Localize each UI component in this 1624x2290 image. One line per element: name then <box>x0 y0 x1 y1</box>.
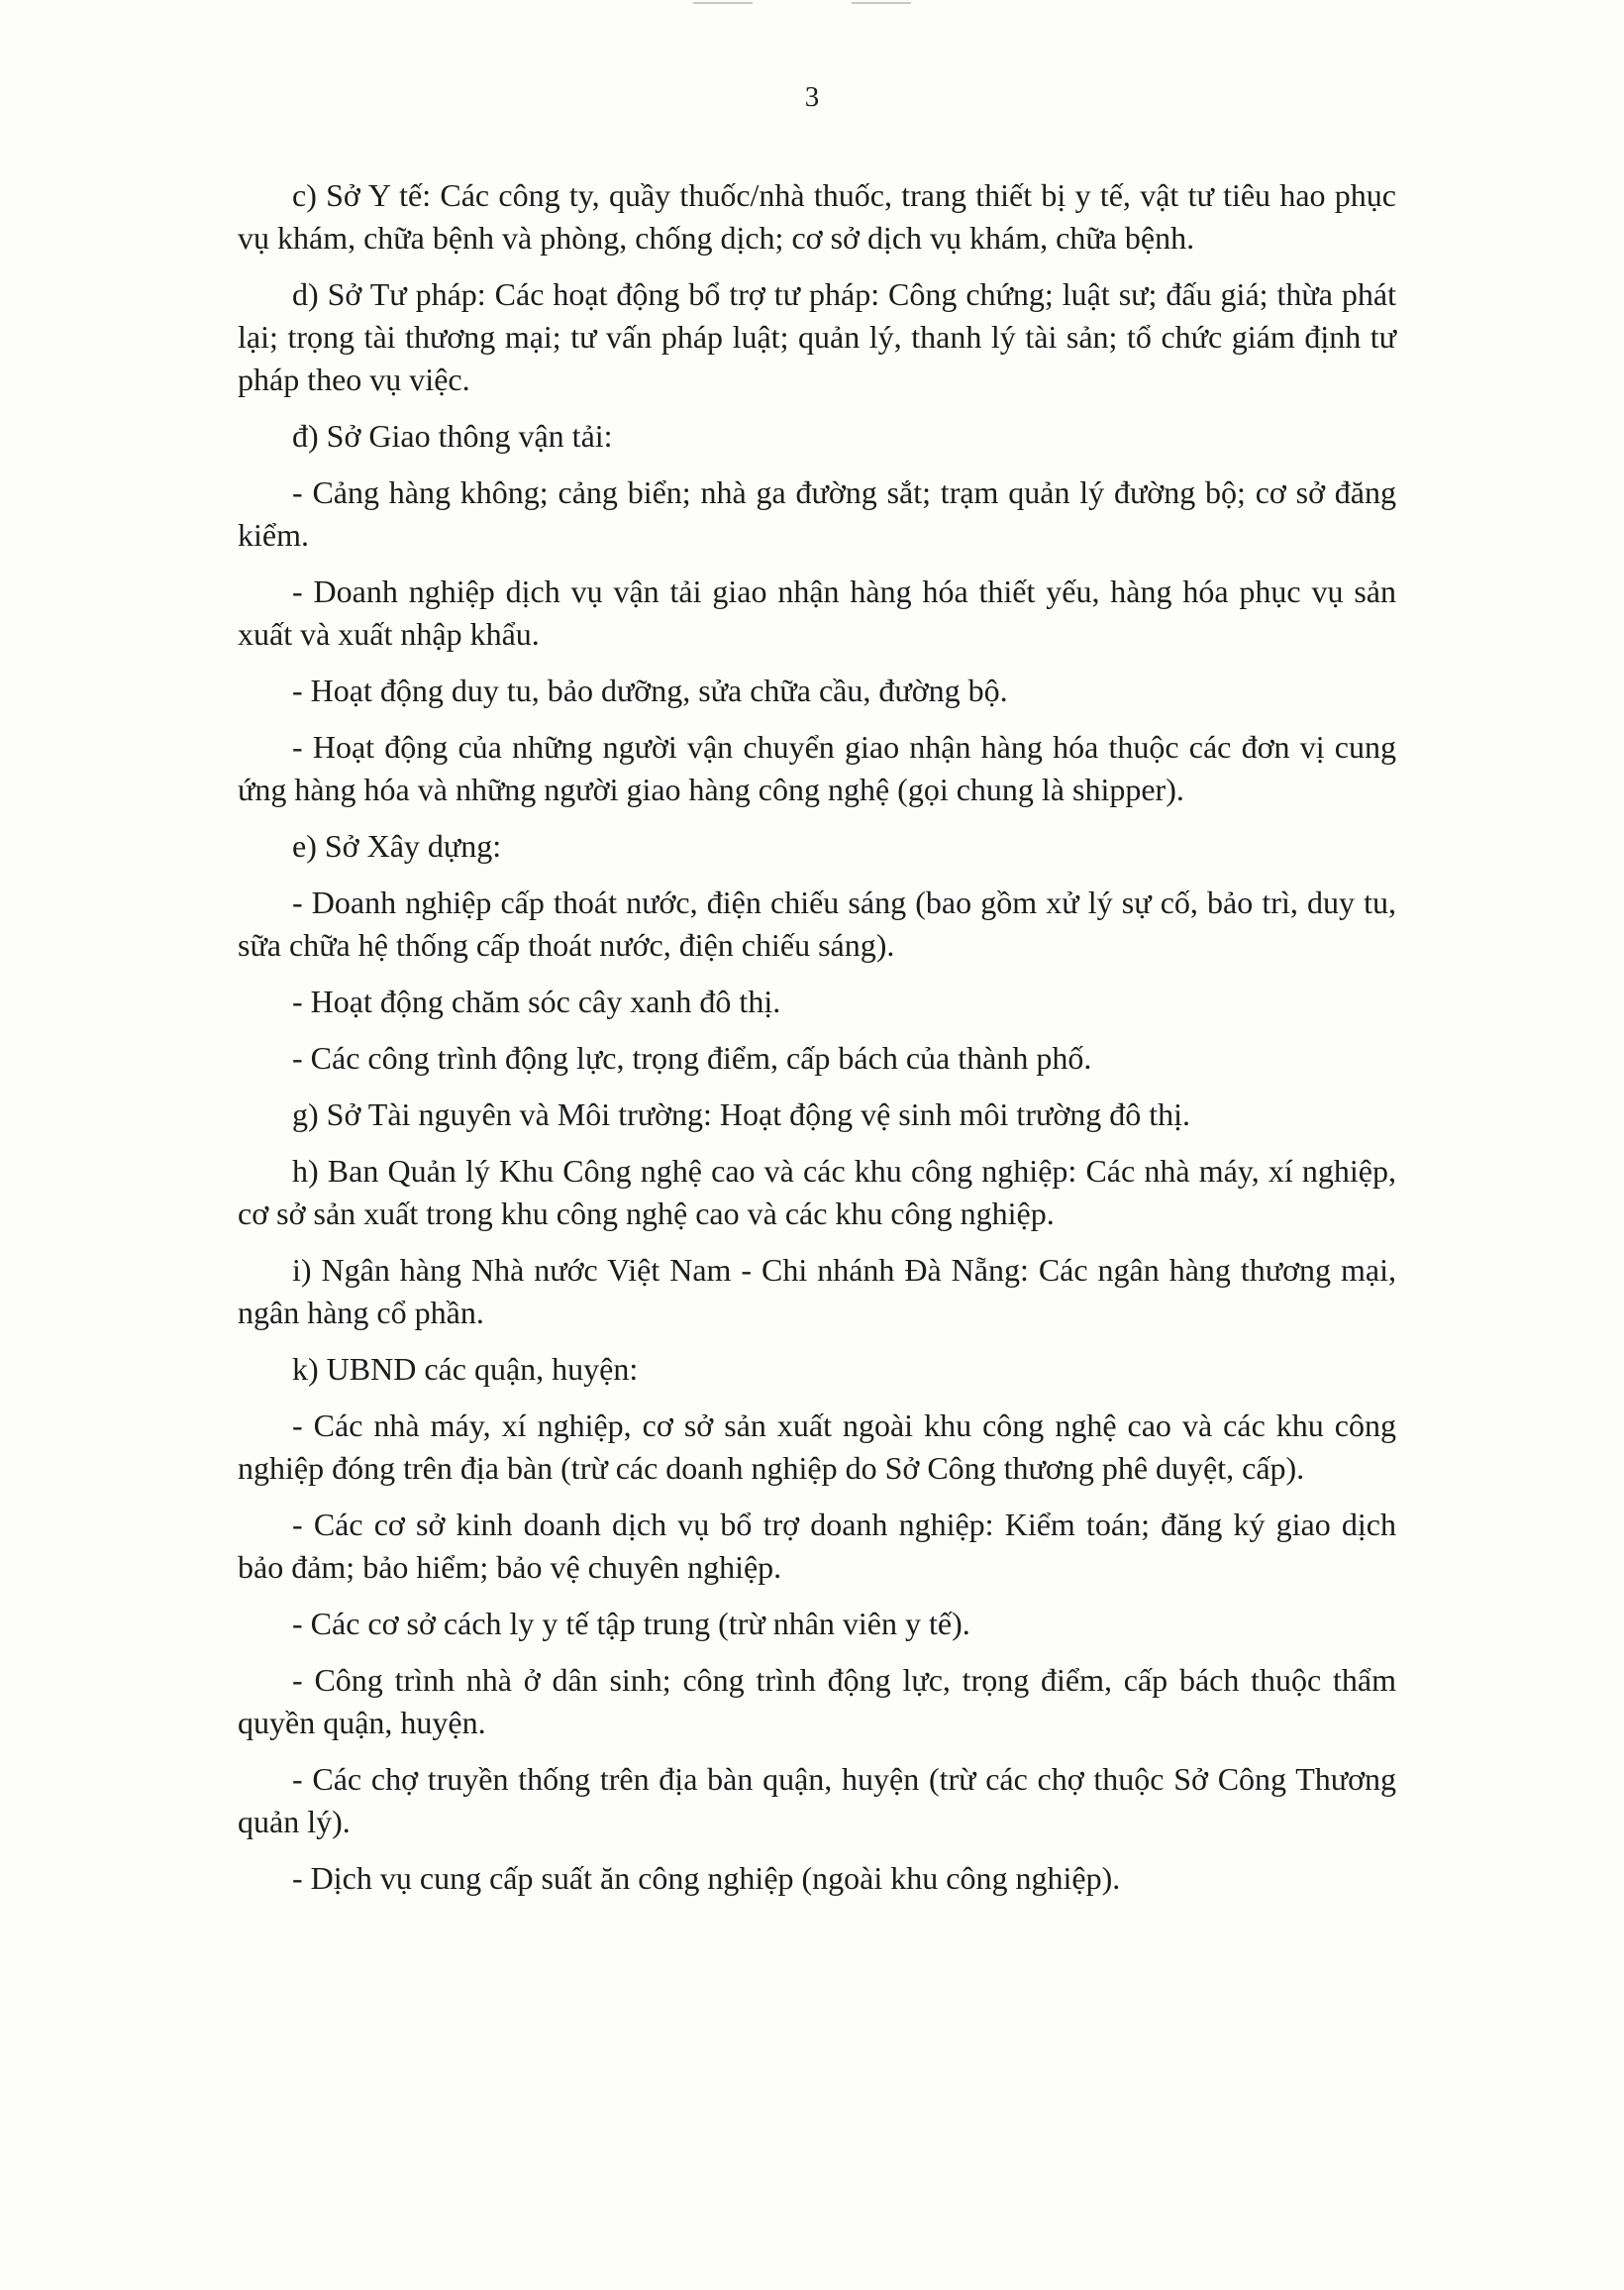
paragraph-k-item: - Các cơ sở kinh doanh dịch vụ bổ trợ doanh nghiệp: Kiểm toán; đăng ký giao dịch bảo đảm; bảo hiểm; bảo vệ chuyên nghiệp. <box>238 1507 1396 1585</box>
paragraph-dd-item: - Hoạt động của những người vận chuyển giao nhận hàng hóa thuộc các đơn vị cung ứng hàng hóa và những người giao hàng công nghệ (gọi chung là shipper). <box>238 729 1396 807</box>
scan-artifact-line <box>852 2 911 4</box>
paragraph-c: c) Sở Y tế: Các công ty, quầy thuốc/nhà thuốc, trang thiết bị y tế, vật tư tiêu hao phục vụ khám, chữa bệnh và phòng, chống dịch; cơ sở dịch vụ khám, chữa bệnh. <box>238 177 1396 256</box>
paragraph-e-item: - Các công trình động lực, trọng điểm, cấp bách của thành phố. <box>292 1040 1092 1076</box>
paragraph-e-item: - Doanh nghiệp cấp thoát nước, điện chiếu sáng (bao gồm xử lý sự cố, bảo trì, duy tu, sữa chữa hệ thống cấp thoát nước, điện chiếu sáng). <box>238 885 1396 963</box>
paragraph-d: d) Sở Tư pháp: Các hoạt động bổ trợ tư pháp: Công chứng; luật sư; đấu giá; thừa phát lại; trọng tài thương mại; tư vấn pháp luật; quản lý, thanh lý tài sản; tổ chức giám định tư pháp theo vụ việc. <box>238 276 1396 397</box>
paragraph-dd-item: - Doanh nghiệp dịch vụ vận tải giao nhận hàng hóa thiết yếu, hàng hóa phục vụ sản xuất và xuất nhập khẩu. <box>238 573 1396 652</box>
paragraph-dd-item: - Hoạt động duy tu, bảo dưỡng, sửa chữa cầu, đường bộ. <box>292 673 1008 708</box>
paragraph-k-item: - Các cơ sở cách ly y tế tập trung (trừ nhân viên y tế). <box>292 1606 970 1641</box>
paragraph-k-item: - Dịch vụ cung cấp suất ăn công nghiệp (ngoài khu công nghiệp). <box>292 1860 1121 1896</box>
paragraph-h: h) Ban Quản lý Khu Công nghệ cao và các khu công nghiệp: Các nhà máy, xí nghiệp, cơ sở sản xuất trong khu công nghệ cao và các khu công nghiệp. <box>238 1153 1396 1231</box>
paragraph-e-heading: e) Sở Xây dựng: <box>292 828 502 864</box>
paragraph-k-heading: k) UBND các quận, huyện: <box>292 1351 639 1387</box>
paragraph-k-item: - Công trình nhà ở dân sinh; công trình động lực, trọng điểm, cấp bách thuộc thẩm quyền quận, huyện. <box>238 1662 1396 1740</box>
paragraph-dd-heading: đ) Sở Giao thông vận tải: <box>292 418 613 454</box>
scan-artifact-line <box>693 2 753 4</box>
document-body <box>238 174 1396 1914</box>
paragraph-i: i) Ngân hàng Nhà nước Việt Nam - Chi nhánh Đà Nẵng: Các ngân hàng thương mại, ngân hàng cổ phần. <box>238 1252 1396 1330</box>
paragraph-dd-item: - Cảng hàng không; cảng biển; nhà ga đường sắt; trạm quản lý đường bộ; cơ sở đăng kiểm. <box>238 474 1396 553</box>
page-number: 3 <box>804 81 820 113</box>
paragraph-k-item: - Các chợ truyền thống trên địa bàn quận, huyện (trừ các chợ thuộc Sở Công Thương quản lý). <box>238 1761 1396 1839</box>
paragraph-k-item: - Các nhà máy, xí nghiệp, cơ sở sản xuất ngoài khu công nghệ cao và các khu công nghiệp đóng trên địa bàn (trừ các doanh nghiệp do Sở Công thương phê duyệt, cấp). <box>238 1407 1396 1486</box>
paragraph-g: g) Sở Tài nguyên và Môi trường: Hoạt động vệ sinh môi trường đô thị. <box>292 1096 1191 1132</box>
paragraph-e-item: - Hoạt động chăm sóc cây xanh đô thị. <box>292 984 781 1019</box>
